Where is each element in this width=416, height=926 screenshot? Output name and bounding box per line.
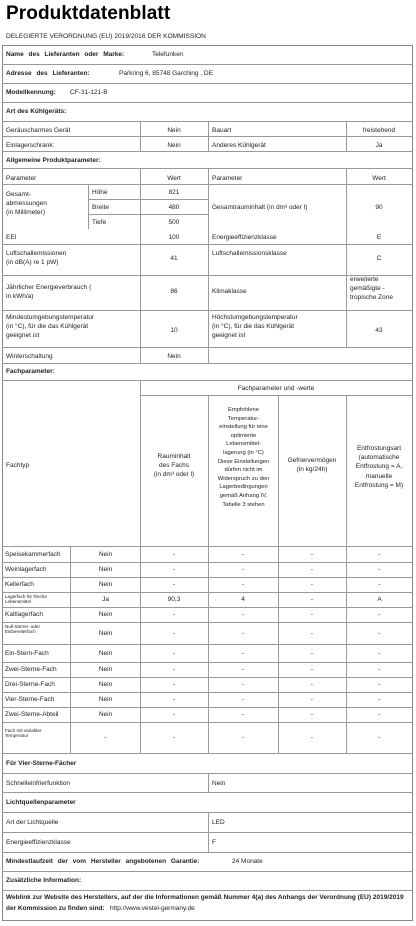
grid-line: [208, 121, 209, 151]
grid-line: [140, 395, 413, 396]
compartment-temperature: -: [241, 629, 245, 637]
compartment-temperature: -: [241, 681, 245, 688]
compartment-freezing: -: [310, 611, 314, 618]
appliance-heading: Art des Kühlgeräts:: [6, 108, 67, 115]
compartment-name: Vier-Sterne-Fach: [5, 696, 55, 703]
appliance-value: Ja: [375, 142, 383, 149]
compartment-temperature: 4: [241, 596, 245, 603]
compartment-name: Drei-Sterne-Fach: [5, 681, 55, 688]
dimension-label: Breite: [92, 204, 109, 211]
compartment-present: Nein: [98, 696, 113, 703]
param-label: Energieeffizienzklasse: [212, 234, 277, 241]
compartment-temperature: -: [241, 734, 245, 741]
compartment-defrost: -: [378, 711, 381, 718]
grid-line: [2, 151, 413, 152]
compartment-volume: -: [172, 581, 176, 588]
dimension-value: 821: [168, 189, 180, 196]
compartment-defrost: -: [378, 681, 381, 688]
four-star-label: Schnelleinfrierfunktion: [6, 780, 70, 787]
compartment-present: Nein: [98, 711, 113, 718]
compartment-volume: -: [172, 566, 176, 573]
compartment-freezing: -: [310, 734, 314, 741]
param-label: Winterschaltung: [6, 353, 53, 360]
grid-line: [88, 184, 89, 229]
compartment-defrost: -: [378, 550, 381, 558]
compartment-volume: -: [172, 550, 176, 558]
light-heading: Lichtquellenparameter: [6, 799, 76, 806]
model-value: CF-31-121-B: [70, 89, 108, 96]
column-header-freezing: Gefriervermögen (in kg/24h): [287, 457, 337, 474]
compartment-volume: 90,3: [167, 596, 181, 603]
param-label: Klimaklasse: [212, 288, 247, 295]
column-header-volume: Rauminhalt des Fachs (in dm³ oder l): [153, 453, 195, 479]
compartment-freezing: -: [310, 596, 314, 603]
appliance-value: Nein: [167, 127, 181, 134]
compartment-temperature: -: [241, 611, 245, 618]
manufacturer-weblink[interactable]: http://www.vestel-germany.de: [110, 904, 195, 912]
compartment-temperature: -: [241, 666, 245, 673]
supplier-label: Name des Lieferanten oder Marke:: [6, 51, 125, 58]
column-header-temperature: Empfohlene Temperatur- einstellung für eine optimierte Lebensmittel- lagerung (in °C) Diese Einstellungen dürfen nicht im Widerspruch zu den Lagerbedingungen gemäß Anhang IV, Tabelle 3 stehen: [217, 407, 270, 508]
compartment-name: Kaltlagerfach: [5, 611, 43, 618]
compartment-temperature: -: [241, 711, 245, 718]
dimension-label: Höhe: [92, 189, 108, 196]
supplier-value: Telefunken: [152, 51, 184, 58]
compartment-freezing: -: [310, 696, 314, 703]
grid-line: [2, 102, 413, 103]
param-label: Höchstumgebungstemperatur (in °C), für die das Kühlgerät geeignet ist: [212, 314, 298, 340]
light-label: Energieeffizienzklasse: [6, 839, 71, 846]
compartment-name: Weinlagerfach: [5, 566, 47, 573]
general-heading: Allgemeine Produktparameter:: [6, 157, 101, 164]
model-label: Modellkennung:: [6, 89, 56, 96]
total-volume-value: 90: [375, 204, 383, 211]
dimension-value: 480: [168, 204, 180, 211]
compartment-defrost: -: [378, 696, 381, 703]
grid-line: [2, 871, 413, 872]
dimensions-label: Gesamt- abmessungen (in Millimeter): [6, 191, 47, 217]
compartment-freezing: -: [310, 581, 314, 588]
compartment-present: Nein: [98, 611, 113, 618]
compartment-volume: -: [172, 696, 176, 703]
four-star-heading: Für Vier-Sterne-Fächer: [6, 760, 77, 767]
four-star-value: Nein: [212, 780, 226, 787]
compartments-heading: Fachparameter:: [6, 368, 55, 375]
compartment-defrost: -: [378, 581, 381, 588]
compartment-temperature: -: [241, 550, 245, 558]
compartment-freezing: -: [310, 681, 314, 688]
dimension-label: Tiefe: [92, 219, 107, 226]
light-label: Art der Lichtquelle: [6, 819, 59, 826]
compartment-present: Nein: [98, 566, 113, 573]
compartment-temperature: -: [241, 581, 245, 588]
light-value: F: [212, 839, 216, 846]
compartment-freezing: -: [310, 550, 314, 558]
param-label: EEI: [6, 234, 17, 241]
compartment-volume: -: [172, 649, 176, 657]
address-value: Parkring 6, 85748 Garching , DE: [119, 70, 213, 77]
total-volume-label: Gesamtrauminhalt (in dm³ oder l): [212, 204, 308, 211]
param-label: Jährlicher Energieverbrauch ( in kWh/a): [6, 284, 92, 301]
column-header: Parameter: [212, 175, 243, 182]
compartment-present: Nein: [98, 649, 113, 657]
compartment-name: Speisekammerfach: [5, 550, 61, 558]
param-value: Nein: [167, 353, 181, 360]
compartment-volume: -: [172, 629, 176, 637]
compartment-present: Nein: [98, 629, 113, 637]
compartment-defrost: -: [378, 566, 381, 573]
compartment-freezing: -: [310, 629, 314, 637]
compartment-name: Zwei-Sterne-Abteil: [5, 711, 59, 718]
compartment-defrost: -: [378, 649, 381, 657]
compartment-present: -: [104, 734, 107, 741]
appliance-value: freistehend: [362, 127, 396, 134]
column-header: Wert: [167, 175, 181, 182]
fachtyp-header: Fachtyp: [6, 462, 30, 469]
param-value: 86: [170, 288, 178, 295]
param-label: Luftschallemissionsklasse: [212, 250, 287, 257]
compartment-name: Ein-Stern-Fach: [5, 649, 49, 657]
param-value: C: [376, 255, 382, 262]
compartment-name: Fach mit variabler Temperatur: [5, 728, 42, 739]
grid-line: [2, 64, 413, 65]
weblink-description: Weblink zur Website des Herstellers, auf der die Informationen gemäß Nummer 4(a) des Anhangs der Verordnung (EU) 2019/2019 der Kommission zu finden sind:: [6, 894, 404, 912]
grid-line: [2, 753, 413, 754]
compartment-volume: -: [172, 611, 176, 618]
grid-line: [2, 852, 413, 853]
grid-line: [2, 363, 413, 364]
address-label: Adresse des Lieferanten:: [6, 70, 90, 77]
compartment-present: Nein: [98, 550, 113, 558]
compartment-temperature: -: [241, 649, 245, 657]
compartment-freezing: -: [310, 666, 314, 673]
page-title: Produktdatenblatt: [6, 3, 171, 24]
grid-line: [2, 792, 413, 793]
grid-line: [2, 890, 413, 891]
compartment-name: Lagerfach für frische Lebensmittel: [5, 594, 47, 605]
compartments-group-header: Fachparameter und -werte: [237, 385, 315, 392]
compartment-freezing: -: [310, 711, 314, 718]
param-value: 100: [168, 234, 180, 241]
compartment-name: Kellerfach: [5, 581, 34, 588]
param-value: 43: [375, 327, 383, 334]
param-value: 41: [170, 255, 178, 262]
grid-line: [208, 168, 209, 363]
param-value: 10: [170, 327, 178, 334]
compartment-volume: -: [172, 711, 176, 718]
compartment-temperature: -: [241, 696, 245, 703]
appliance-label: Anderes Kühlgerät: [212, 142, 266, 149]
warranty-label: Mindestlaufzeit der vom Hersteller angebotenen Garantie:: [6, 858, 200, 865]
column-header: Parameter: [6, 175, 37, 182]
grid-line: [2, 380, 413, 381]
compartment-defrost: A: [377, 596, 382, 603]
compartment-volume: -: [172, 734, 176, 741]
compartment-name: Zwei-Sterne-Fach: [5, 666, 57, 673]
dimension-value: 500: [168, 219, 180, 226]
param-value: erweiterte gemäßigte - tropische Zone: [350, 276, 393, 302]
grid-line: [88, 199, 208, 200]
appliance-label: Geräuscharmes Gerät: [6, 127, 71, 134]
additional-heading: Zusätzliche Information:: [6, 877, 82, 884]
compartment-volume: -: [172, 666, 176, 673]
compartment-name: Null-Sterne- oder Eisbereiterfach: [5, 623, 40, 634]
compartment-freezing: -: [310, 649, 314, 657]
grid-line: [2, 83, 413, 84]
compartment-defrost: -: [378, 611, 381, 618]
regulation-subtitle: DELEGIERTE VERORDNUNG (EU) 2019/2016 DER KOMMISSION: [6, 33, 206, 40]
compartment-volume: -: [172, 681, 176, 688]
appliance-value: Nein: [167, 142, 181, 149]
grid-line: [208, 773, 209, 792]
additional-text: [6, 893, 410, 914]
compartment-present: Nein: [98, 666, 113, 673]
light-value: LED: [212, 819, 225, 826]
compartment-freezing: -: [310, 566, 314, 573]
appliance-label: Einlagerschrank:: [6, 142, 55, 149]
column-header-defrost: Entfrostungsart (automatische Entfrostung = A, manuelle Entfrostung = M): [354, 445, 404, 489]
grid-line: [208, 812, 209, 852]
compartment-present: Nein: [98, 681, 113, 688]
compartment-defrost: -: [378, 734, 381, 741]
compartment-defrost: -: [378, 666, 381, 673]
grid-line: [88, 214, 208, 215]
compartment-defrost: -: [378, 629, 381, 637]
column-header: Wert: [372, 175, 386, 182]
appliance-label: Bauart: [212, 127, 232, 134]
compartment-present: Nein: [98, 581, 113, 588]
warranty-value: 24 Monate: [232, 858, 263, 865]
param-label: Mindestumgebungstemperatur (in °C), für die das Kühlgerät geeignet ist: [6, 314, 95, 340]
param-label: Luftschallemissionen (in dB(A) re 1 pW): [6, 250, 67, 267]
compartment-present: Ja: [102, 596, 109, 603]
compartment-temperature: -: [241, 566, 245, 573]
param-value: E: [376, 234, 382, 241]
